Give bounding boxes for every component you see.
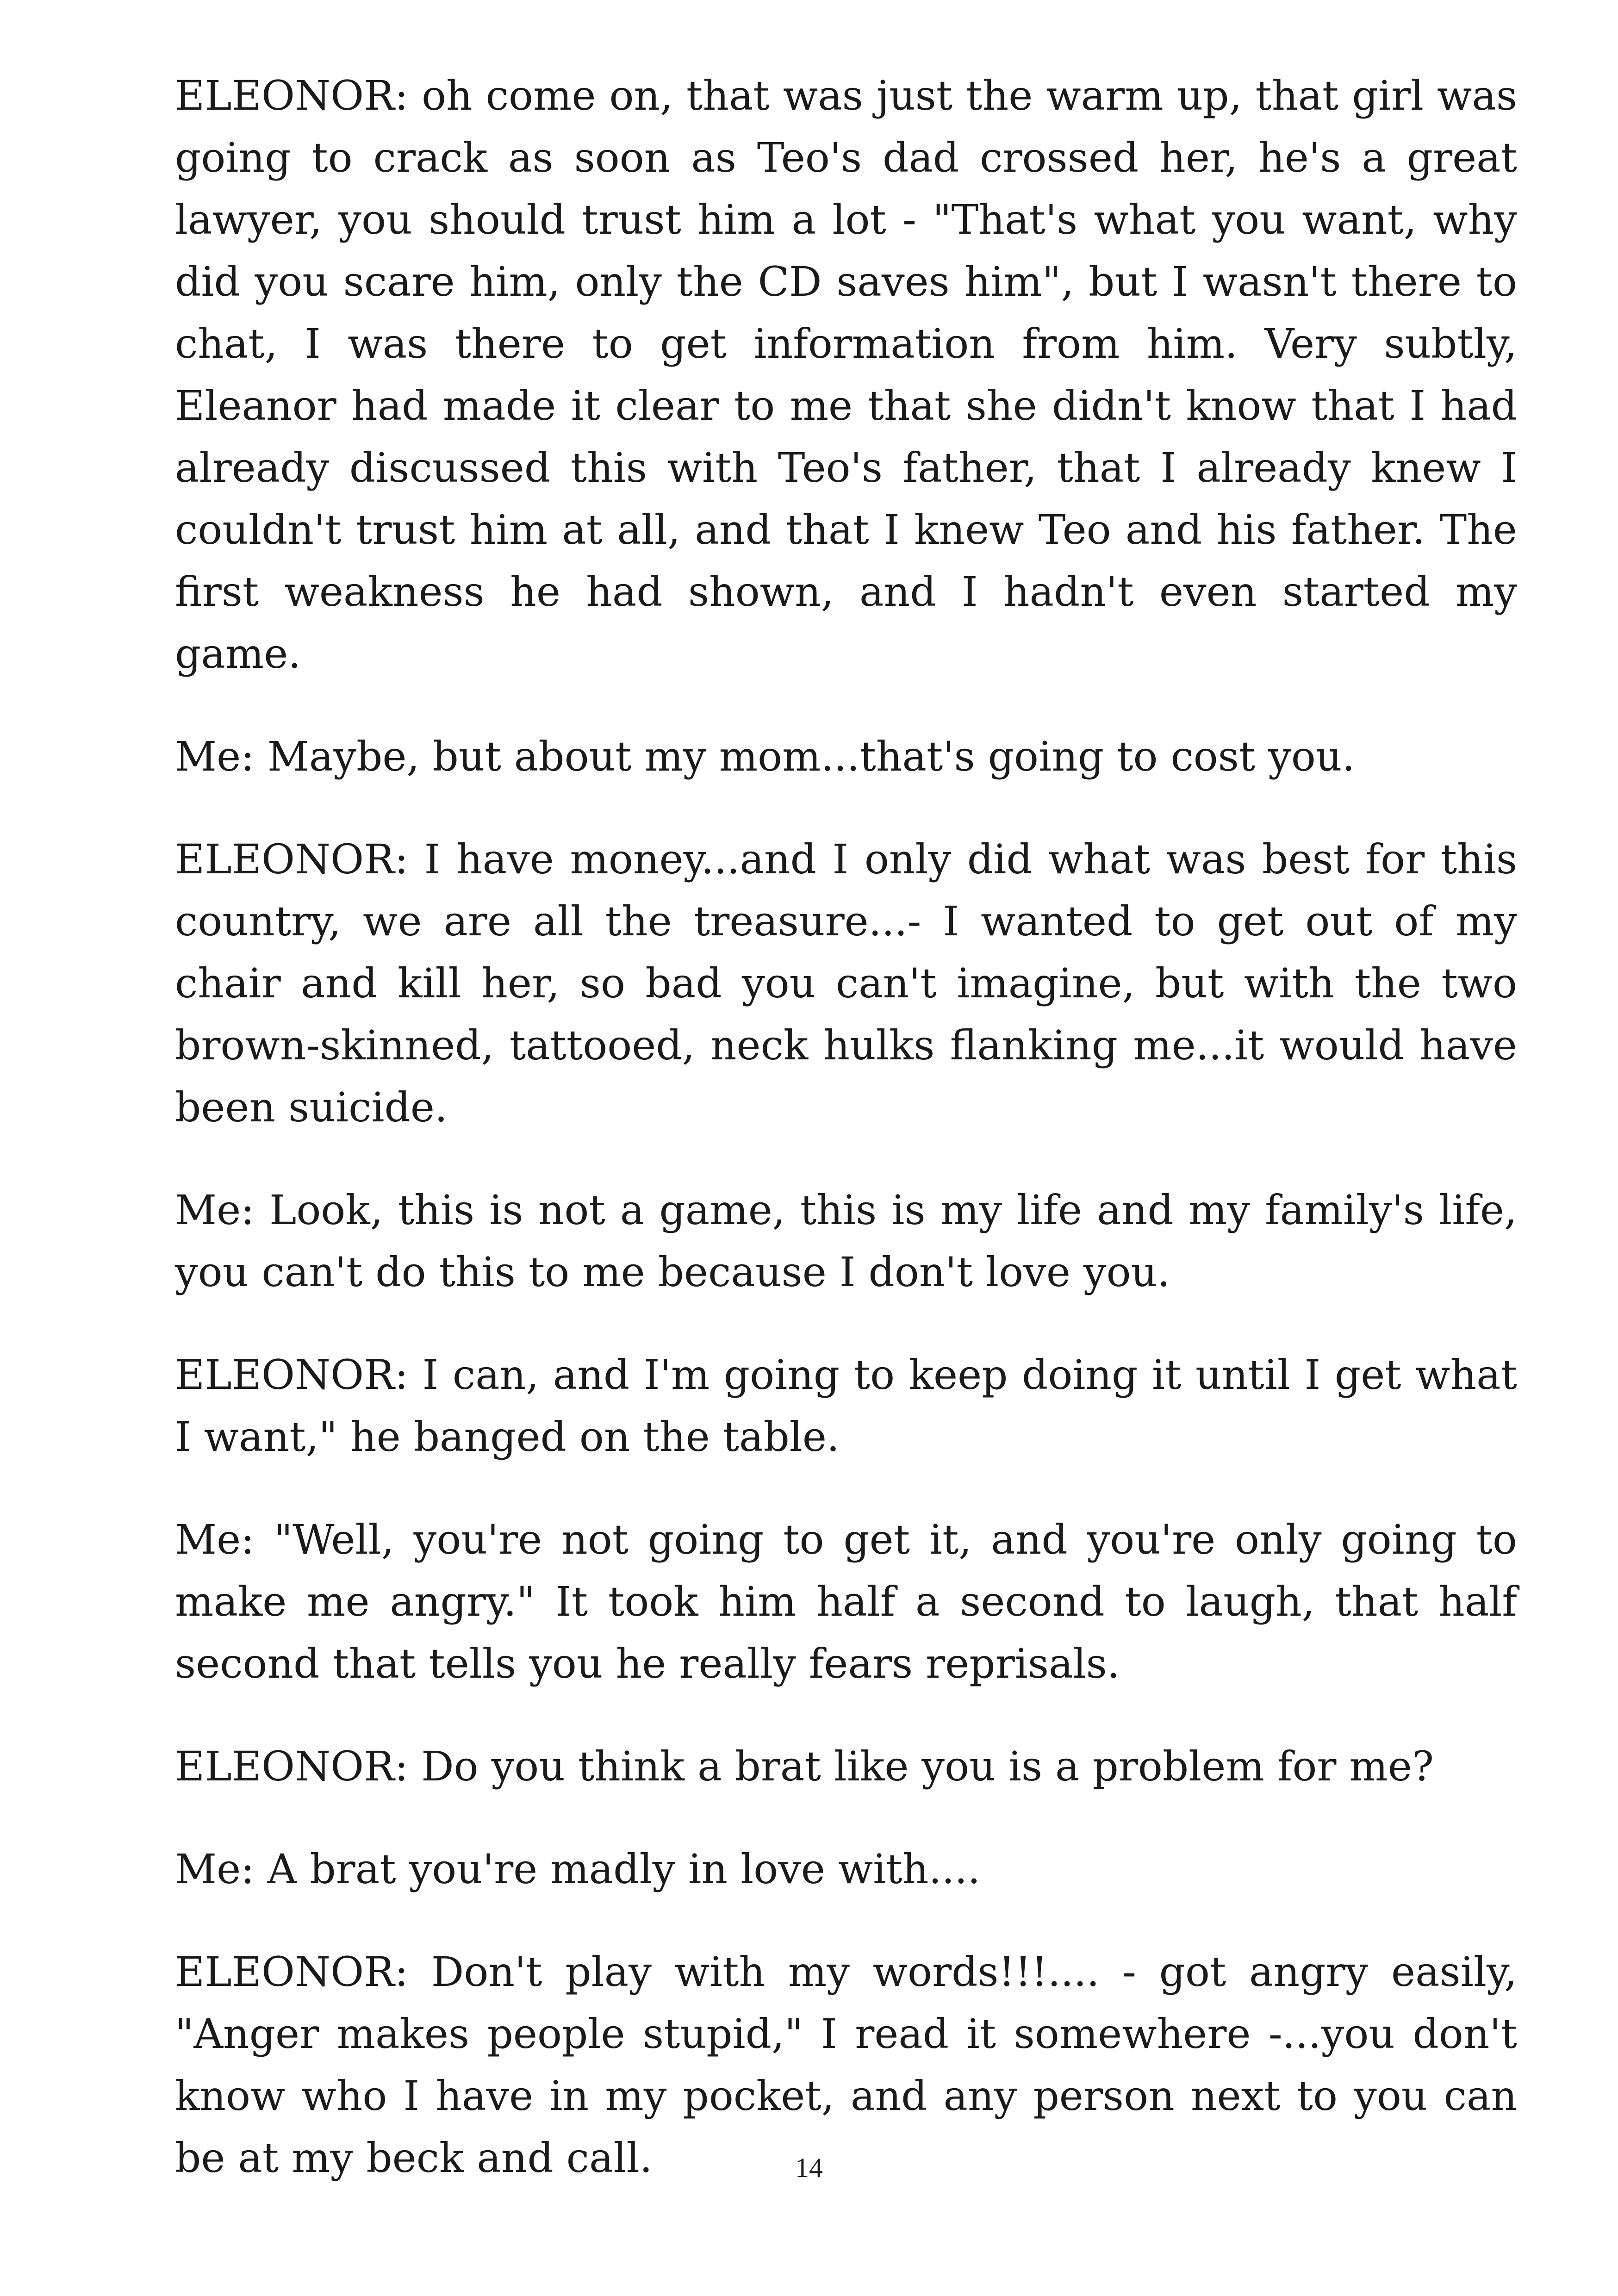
paragraph: Me: Look, this is not a game, this is my life and my family's life, you can't do this to me because I don't love you.: [175, 1186, 1517, 1296]
paragraph: Me: "Well, you're not going to get it, and you're only going to make me angry." It took him half a second to laugh, that half second that tells you he really fears reprisals.: [175, 1516, 1517, 1687]
paragraph: Me: Maybe, but about my mom...that's going to cost you.: [175, 733, 1355, 780]
paragraph: ELEONOR: I have money...and I only did what was best for this country, we are all the treasure...- I wanted to get out of my chair and kill her, so bad you can't imagine, but with the two brown-skinned, tattooed, neck hulks flanking me...it would have been suicide.: [175, 835, 1517, 1131]
paragraph: ELEONOR: oh come on, that was just the warm up, that girl was going to crack as soon as Teo's dad crossed her, he's a great lawyer, you should trust him a lot - "That's what you want, why did you scare him, only the CD saves him", but I wasn't there to chat, I was there to get information from him. Very subtly, Eleanor had made it clear to me that she didn't know that I had already discussed this with Teo's father, that I already knew I couldn't trust him at all, and that I knew Teo and his father. The first weakness he had shown, and I hadn't even started my game.: [175, 72, 1517, 678]
body-text: [175, 65, 1517, 2230]
paragraph: ELEONOR: Do you think a brat like you is a problem for me?: [175, 1742, 1434, 1790]
paragraph: ELEONOR: I can, and I'm going to keep doing it until I get what I want," he banged on the table.: [175, 1351, 1517, 1461]
paragraph: Me: A brat you're madly in love with....: [175, 1845, 981, 1893]
paragraph: ELEONOR: Don't play with my words!!!.... - got angry easily, "Anger makes people stupid," I read it somewhere -...you don't know who I have in my pocket, and any person next to you can be at my beck and call.: [175, 1948, 1517, 2182]
page-number: 14: [795, 2153, 823, 2183]
